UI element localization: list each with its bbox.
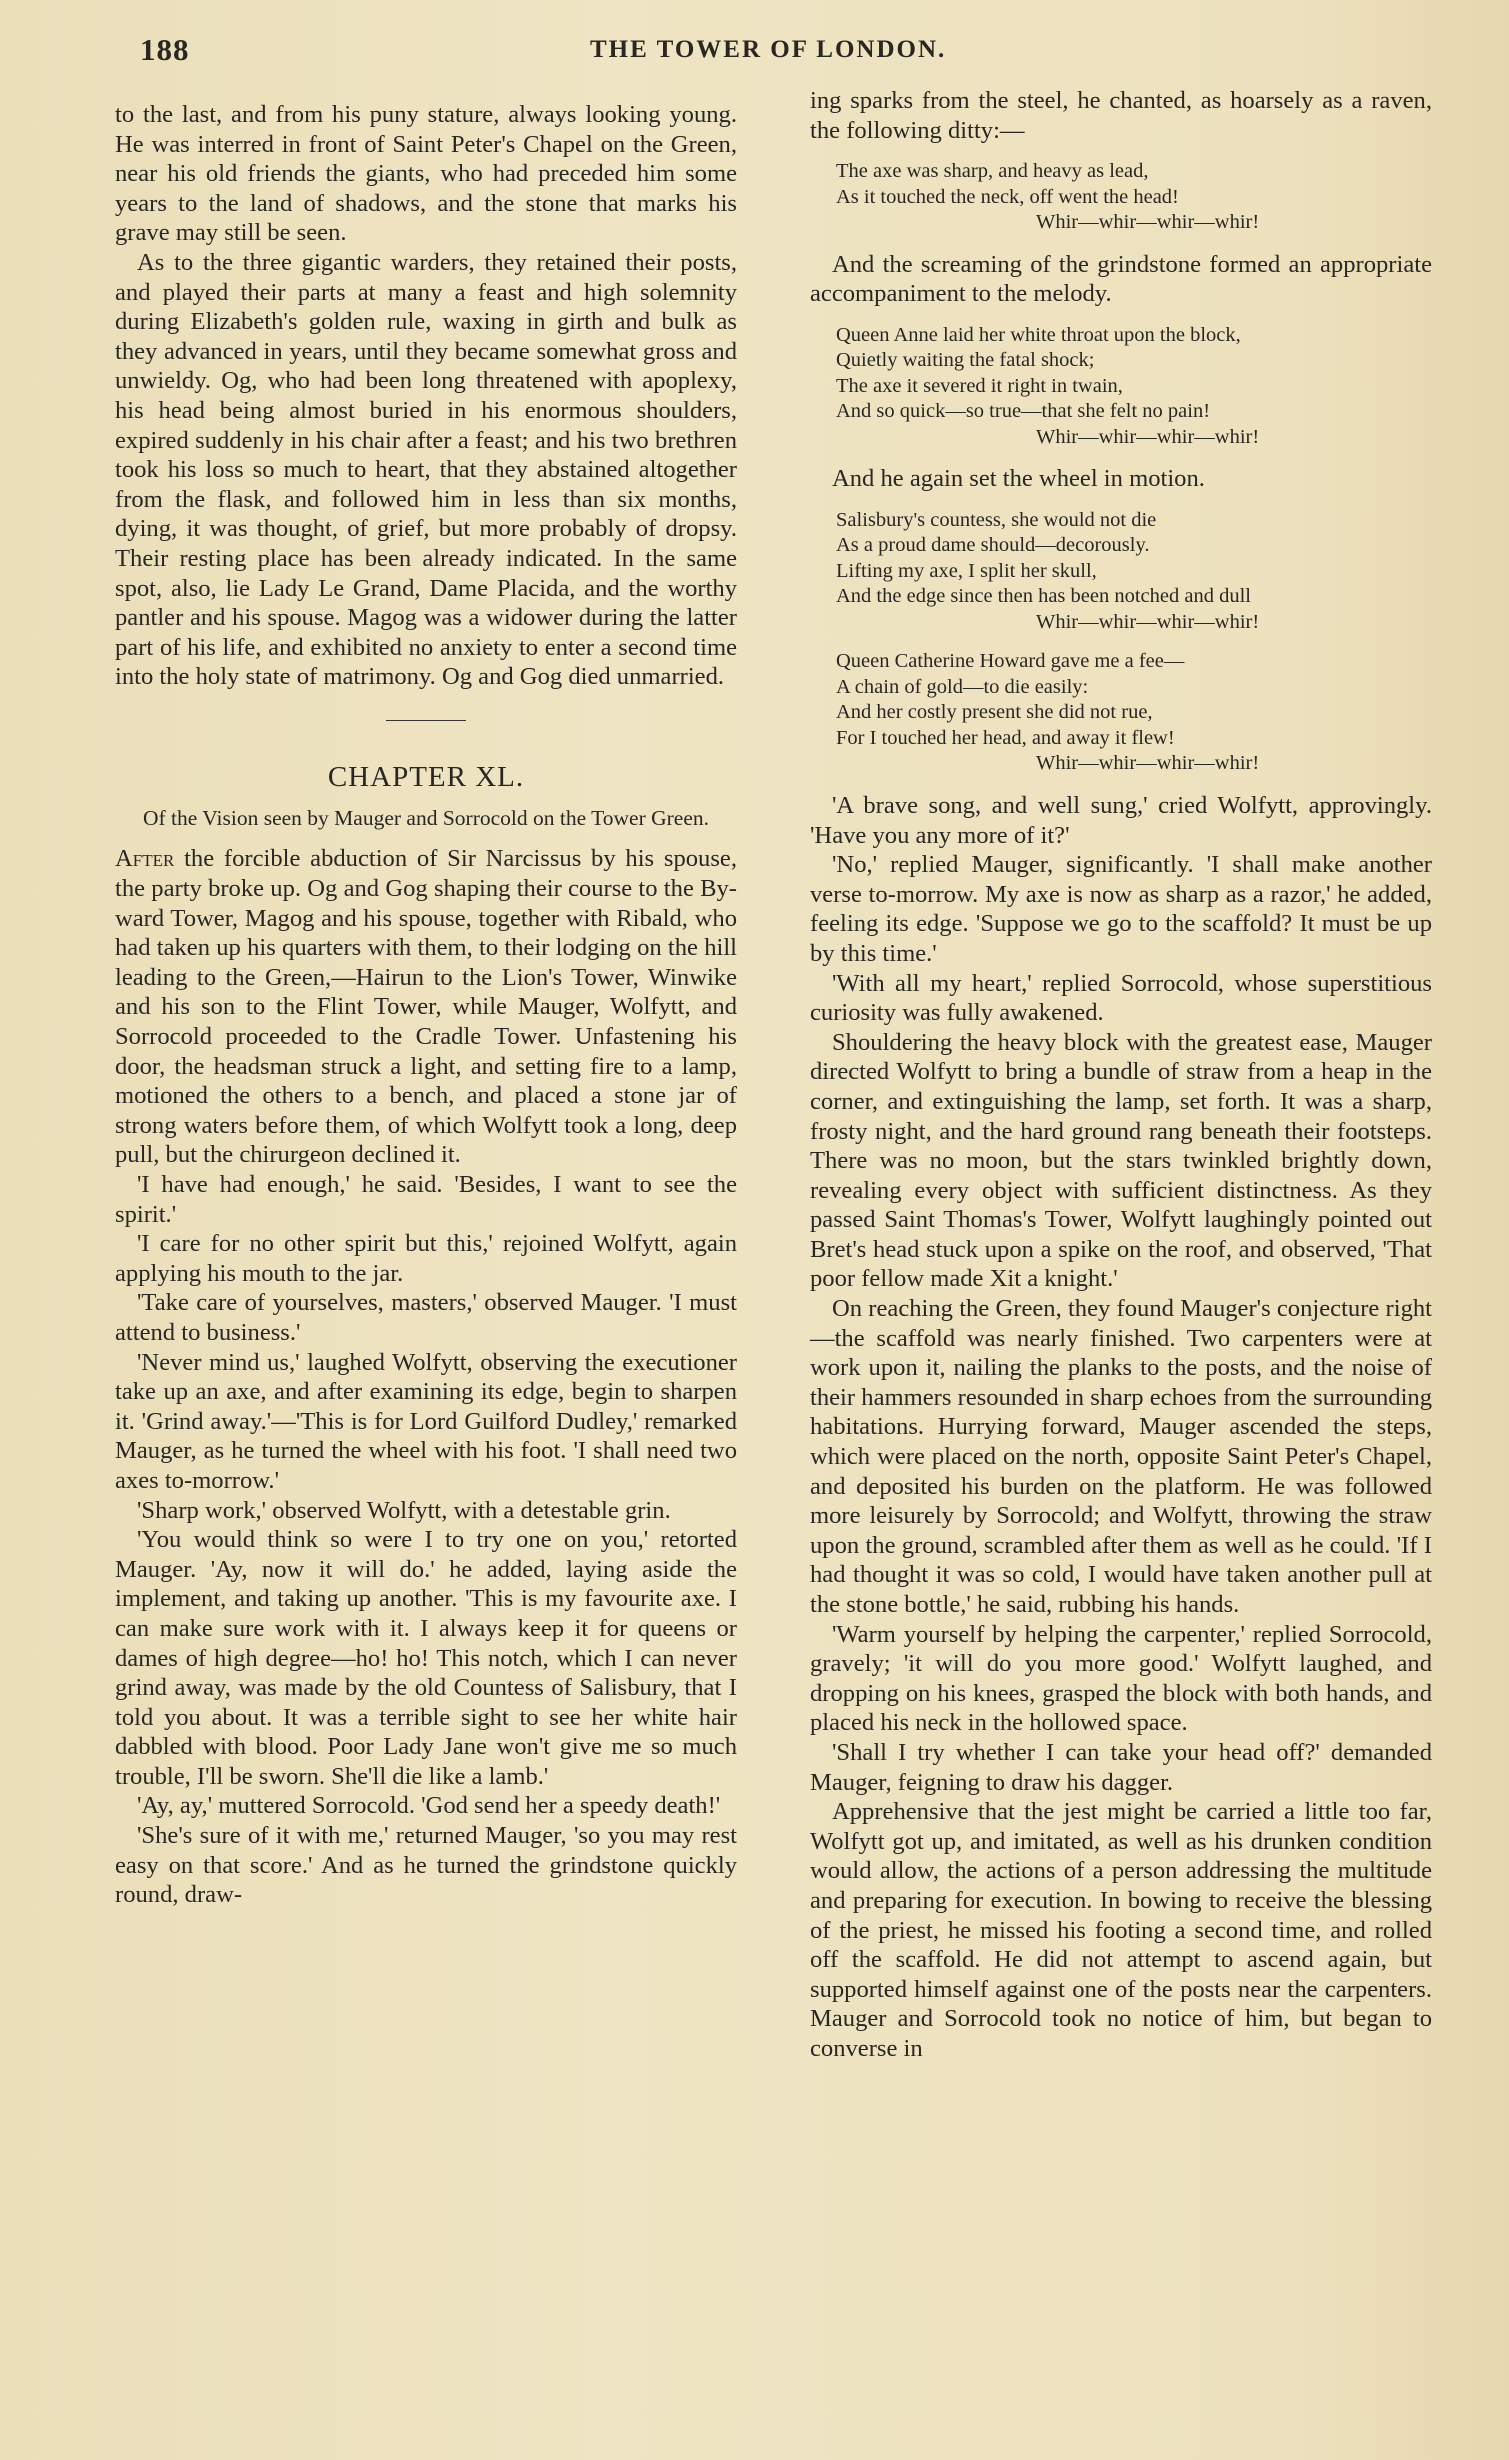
paragraph: 'I care for no other spirit but this,' rejoined Wolfytt, again applying his mouth to the jar. <box>115 1230 737 1287</box>
paragraph: 'I have had enough,' he said. 'Besides, I want to see the spirit.' <box>115 1171 737 1228</box>
verse <box>836 508 1432 636</box>
paragraph: to the last, and from his puny stature, always looking young. He was interred in front of Saint Peter's Chapel on the Green, near his old friends the giants, who had preceded him some years to the land of shadows, and the stone that marks his grave may still be seen. <box>115 101 737 247</box>
page-header <box>140 32 1460 72</box>
verse-line: A chain of gold—to die easily: <box>836 675 1089 698</box>
right-column <box>810 86 1432 2064</box>
paragraph: 'Never mind us,' laughed Wolfytt, observing the executioner take up an axe, and after examining its edge, begin to sharpen it. 'Grind away.'—'This is for Lord Guilford Dudley,' remarked Mauger, as he turned the wheel with his foot. 'I shall need two axes to-morrow.' <box>115 1348 737 1494</box>
verse-line: Lifting my axe, I split her skull, <box>836 559 1097 582</box>
verse-line: As a proud dame should—decorously. <box>836 534 1150 557</box>
verse-refrain: Whir—whir—whir—whir! <box>1036 610 1260 633</box>
verse-line: For I touched her head, and away it flew! <box>836 726 1175 749</box>
running-title: THE TOWER OF LONDON. <box>590 36 947 63</box>
verse-refrain: Whir—whir—whir—whir! <box>1036 211 1260 234</box>
chapter-subtitle: Of the Vision seen by Mauger and Sorrocold on the Tower Green. <box>142 806 710 831</box>
verse-line: The axe was sharp, and heavy as lead, <box>836 160 1149 183</box>
paragraph: 'Take care of yourselves, masters,' observed Mauger. 'I must attend to business.' <box>115 1289 737 1346</box>
paragraph: 'A brave song, and well sung,' cried Wolfytt, approvingly. 'Have you any more of it?' <box>810 791 1432 849</box>
verse-line: And the edge since then has been notched and dull <box>836 585 1251 608</box>
paragraph: 'Ay, ay,' muttered Sorrocold. 'God send her a speedy death!' <box>137 1792 721 1820</box>
verse <box>836 323 1432 451</box>
verse-line: Queen Catherine Howard gave me a fee— <box>836 650 1185 673</box>
paragraph: ing sparks from the steel, he chanted, as hoarsely as a raven, the following ditty:— <box>810 87 1432 144</box>
left-column <box>115 100 737 1910</box>
paragraph-text: the forcible abduction of Sir Narcissus by his spouse, the party broke up. Og and Gog shaping their course to the By-ward Tower, Magog and his spouse, together with Ribald, who had taken up his quarters with them, to their lodging on the hill leading to the Green,—Hairun to the Lion's Tower, Winwike and his son to the Flint Tower, while Mauger, Wolfytt, and Sorrocold proceeded to the Cradle Tower. Unfastening his door, the headsman struck a light, and setting fire to a lamp, motioned the others to a bench, and placed a stone jar of strong waters before them, of which Wolfytt took a long, deep pull, but the chirurgeon declined it. <box>115 845 737 1169</box>
verse-line: The axe it severed it right in twain, <box>836 374 1123 397</box>
paragraph: And he again set the wheel in motion. <box>832 465 1205 493</box>
verse-line: As it touched the neck, off went the head! <box>836 185 1179 208</box>
verse-line: Salisbury's countess, she would not die <box>836 508 1157 531</box>
paragraph: 'She's sure of it with me,' returned Mauger, 'so you may rest easy on that score.' And as he turned the grindstone quickly round, draw- <box>115 1822 737 1909</box>
paragraph: 'You would think so were I to try one on you,' retorted Mauger. 'Ay, now it will do.' he added, laying aside the implement, and taking up another. 'This is my favourite axe. I can make sure work with it. I always keep it for queens or dames of high degree—ho! ho! This notch, which I can never grind away, was made by the old Countess of Salisbury, that I told you about. It was a terrible sight to see her white hair dabbled with blood. Poor Lady Jane won't give me so much trouble, I'll be sworn. She'll die like a lamb.' <box>115 1526 737 1790</box>
verse-refrain: Whir—whir—whir—whir! <box>1036 425 1260 448</box>
verse-line: And her costly present she did not rue, <box>836 701 1153 724</box>
verse-refrain: Whir—whir—whir—whir! <box>1036 752 1260 775</box>
drop-word: After <box>115 845 175 873</box>
paragraph: 'No,' replied Mauger, significantly. 'I shall make another verse to-morrow. My axe is now as sharp as a razor,' he added, feeling its edge. 'Suppose we go to the scaffold? It must be up by this time.' <box>810 851 1432 967</box>
paragraph: On reaching the Green, they found Mauger's conjecture right—the scaffold was nearly finished. Two carpenters were at work upon it, nailing the planks to the posts, and the noise of their hammers resounded in sharp echoes from the surrounding habitations. Hurrying forward, Mauger ascended the steps, which were placed on the north, opposite Saint Peter's Chapel, and deposited his burden on the platform. He was followed more leisurely by Sorrocold; and Wolfytt, throwing the straw upon the ground, scrambled after them as well as he could. 'If I had thought it was so cold, I would have taken another pull at the stone bottle,' he said, rubbing his hands. <box>810 1295 1432 1618</box>
paragraph: Shouldering the heavy block with the greatest ease, Mauger directed Wolfytt to bring a bundle of straw from a heap in the corner, and extinguishing the lamp, set forth. It was a sharp, frosty night, and the hard ground rang beneath their footsteps. There was no moon, but the stars twinkled brightly down, revealing every object with sufficient distinctness. As they passed Saint Thomas's Tower, Wolfytt laughingly pointed out Bret's head stuck upon a spike on the roof, and observed, 'That poor fellow made Xit a knight.' <box>810 1028 1432 1293</box>
paragraph: 'With all my heart,' replied Sorrocold, whose superstitious curiosity was fully awakened. <box>810 969 1432 1027</box>
verse-line: Quietly waiting the fatal shock; <box>836 349 1095 372</box>
chapter-title: CHAPTER XL. <box>327 760 525 793</box>
verse <box>836 649 1432 777</box>
paragraph <box>115 844 737 1170</box>
verse-line: Queen Anne laid her white throat upon the block, <box>836 323 1241 346</box>
paragraph: 'Warm yourself by helping the carpenter,' replied Sorrocold, gravely; 'it will do you more good.' Wolfytt laughed, and dropping on his knees, grasped the block with both hands, and placed his neck in the hollowed space. <box>810 1620 1432 1737</box>
page-number: 188 <box>140 32 190 67</box>
paragraph: Apprehensive that the jest might be carried a little too far, Wolfytt got up, and imitated, as well as his drunken condition would allow, the actions of a person addressing the multitude and preparing for execution. In bowing to receive the blessing of the priest, he missed his footing a second time, and rolled off the scaffold. He did not attempt to ascend again, but supported himself against one of the posts near the carpenters. Mauger and Sorrocold took no notice of him, but began to converse in <box>810 1798 1432 2062</box>
verse <box>836 159 1432 236</box>
section-divider <box>386 720 466 721</box>
verse-line: And so quick—so true—that she felt no pain! <box>836 400 1211 423</box>
paragraph: As to the three gigantic warders, they retained their posts, and played their parts at many a feast and high solemnity during Elizabeth's golden rule, waxing in girth and bulk as they advanced in years, until they became somewhat gross and unwieldy. Og, who had been long threatened with apoplexy, his head being almost buried in his enormous shoulders, expired suddenly in his chair after a feast; and his two brethren took his loss so much to heart, that they abstained altogether from the flask, and followed him in less than six months, dying, it was thought, of grief, but more probably of dropsy. Their resting place has been already indicated. In the same spot, also, lie Lady Le Grand, Dame Placida, and the worthy pantler and his spouse. Magog was a widower during the latter part of his life, and exhibited no anxiety to enter a second time into the holy state of matrimony. Og and Gog died unmarried. <box>115 248 737 691</box>
paragraph: And the screaming of the grindstone formed an appropriate accompaniment to the melody. <box>810 250 1432 308</box>
paragraph: 'Sharp work,' observed Wolfytt, with a detestable grin. <box>137 1496 671 1524</box>
paragraph: 'Shall I try whether I can take your head off?' demanded Mauger, feigning to draw his dagger. <box>810 1738 1432 1796</box>
